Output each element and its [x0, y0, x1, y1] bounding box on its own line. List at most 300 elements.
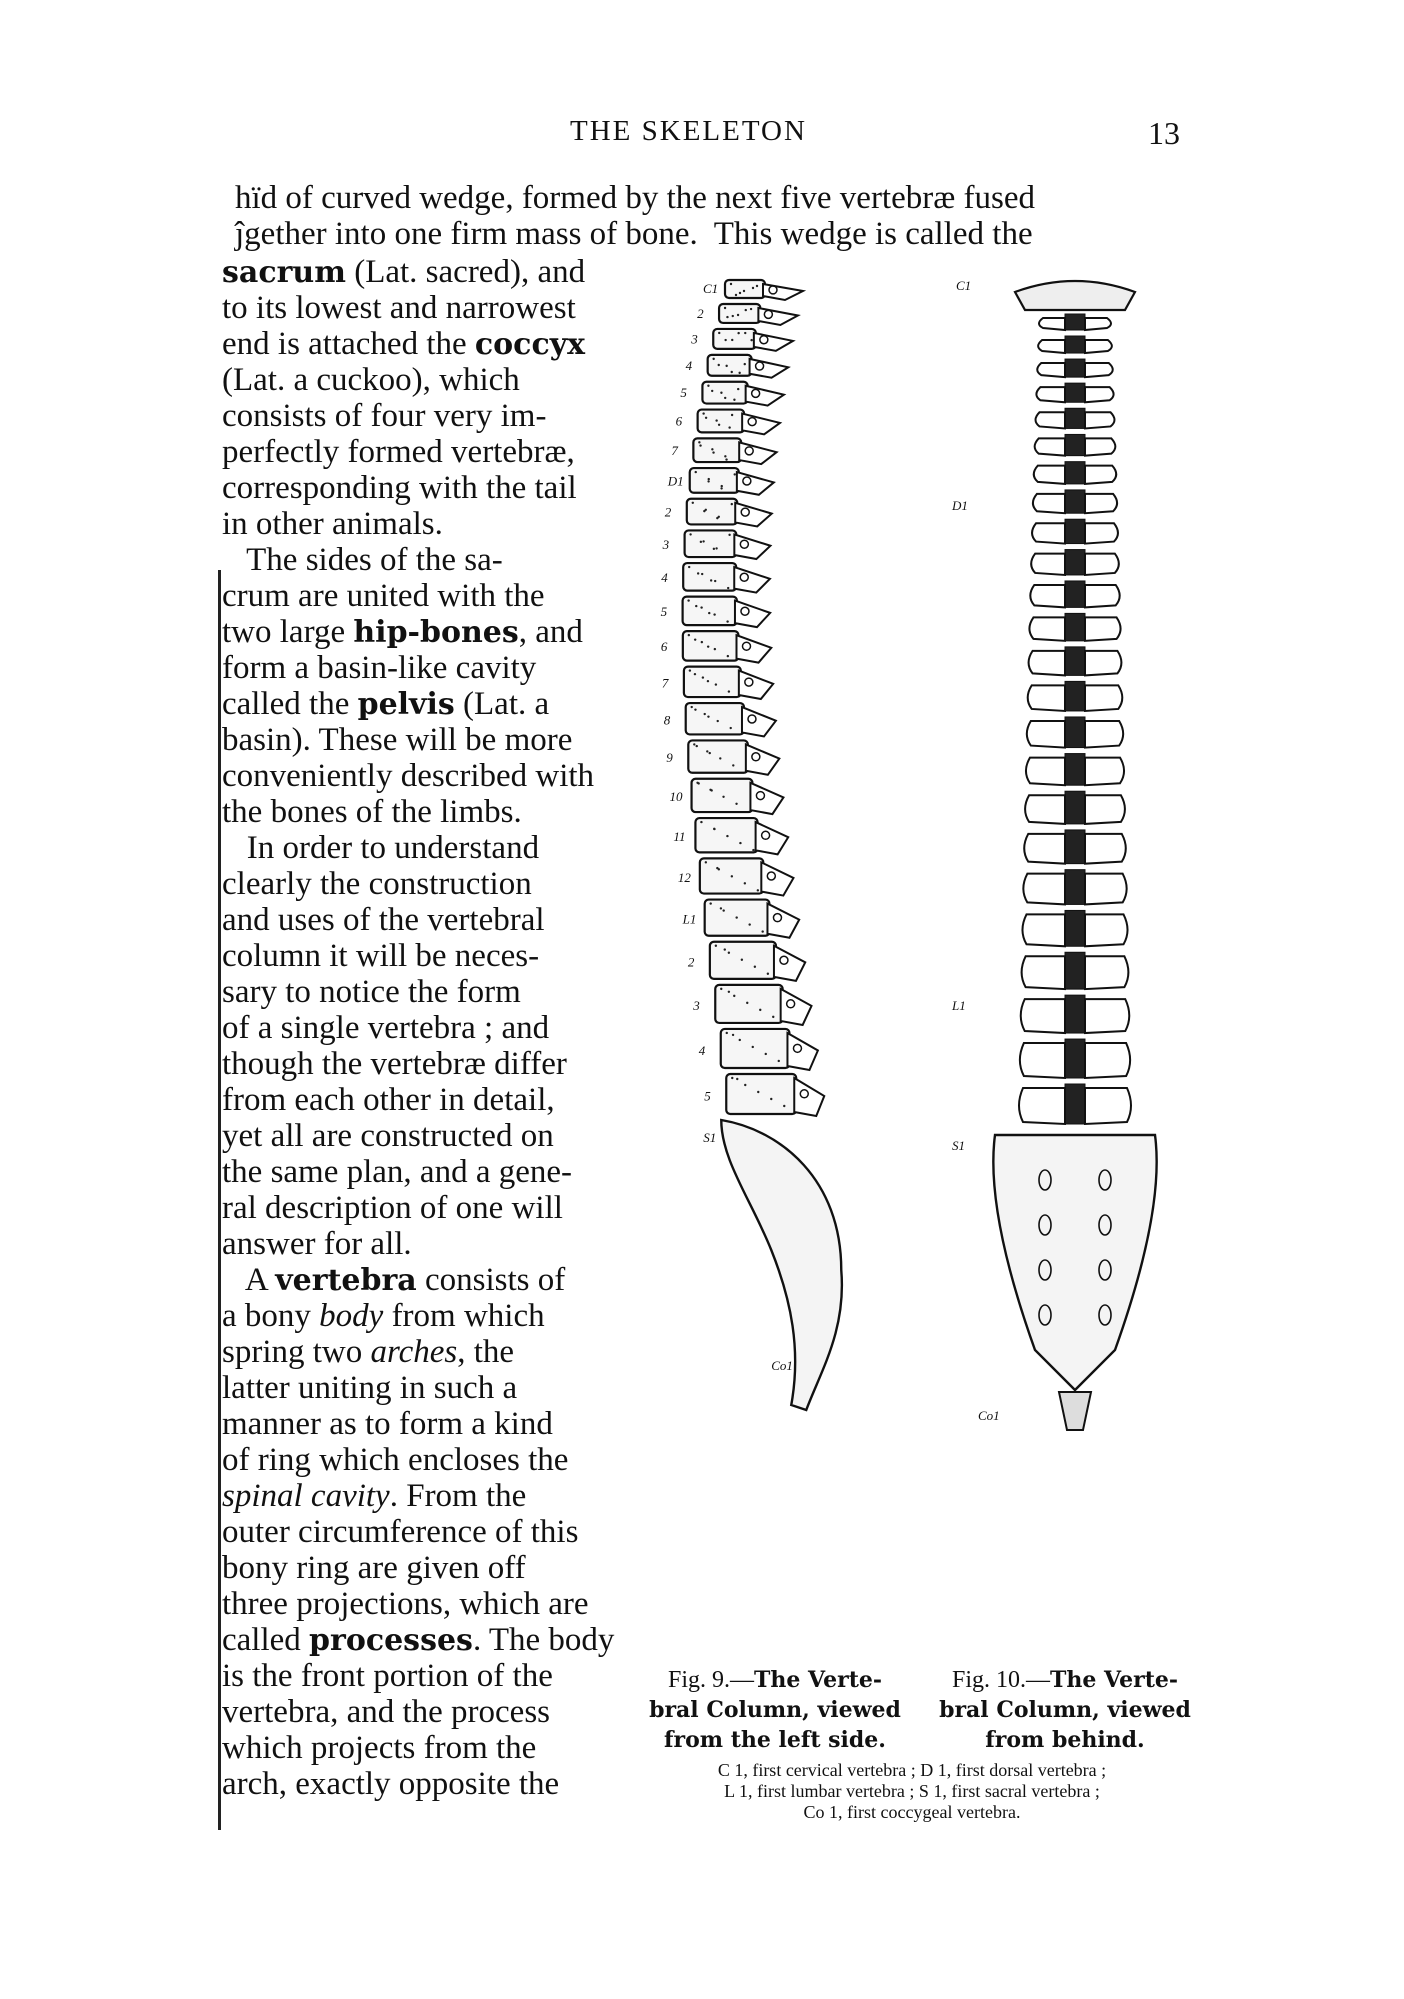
spinous-process [1065, 434, 1085, 455]
figure-legend [632, 1760, 1192, 1823]
stipple [711, 390, 713, 392]
spinous-process [794, 1078, 824, 1116]
stipple [731, 503, 733, 505]
transverse-process-left [1025, 795, 1065, 824]
vertebra-label: 3 [662, 536, 670, 552]
transverse-process-right [1085, 758, 1124, 786]
stipple [701, 641, 703, 643]
stipple [709, 902, 711, 904]
stipple [739, 1039, 741, 1041]
body-line: end is attached the coccyx [222, 326, 586, 362]
vertebra [1024, 830, 1126, 864]
body-line: outer circumference of this [222, 1514, 579, 1550]
vertebra [705, 900, 800, 938]
stipple [717, 720, 719, 722]
stipple [731, 371, 733, 373]
atlas [1015, 281, 1135, 310]
stipple [731, 339, 733, 341]
vertebra-label: 4 [685, 357, 693, 373]
vertebra [1036, 408, 1115, 428]
body-line: spinal cavity. From the [222, 1478, 527, 1514]
vertebra [683, 563, 770, 593]
term-processes: processes [309, 1623, 473, 1658]
spinous-process [734, 567, 770, 593]
vertebra [702, 382, 783, 406]
transverse-process-left [1038, 340, 1065, 353]
spinous-process [1065, 1039, 1085, 1078]
term-pelvis: pelvis [357, 687, 455, 722]
figure-9-caption: Fig. 9.—The Verte- bral Column, viewed from the left side. [649, 1667, 901, 1753]
vertebra [1019, 1084, 1131, 1124]
vertebra [710, 942, 805, 981]
stipple [698, 441, 700, 443]
vertebra [1021, 995, 1130, 1033]
stipple [752, 287, 754, 289]
spinous-process [746, 386, 784, 406]
spinous-process [1065, 910, 1085, 946]
vertebra [1033, 490, 1117, 513]
stipple [713, 828, 715, 830]
body-line: called processes. The body [222, 1622, 615, 1658]
stipple [724, 455, 726, 457]
vertebra [1028, 681, 1123, 711]
transverse-process-right [1085, 956, 1128, 989]
vertebra [683, 631, 771, 662]
stipple [732, 764, 734, 766]
stipple [707, 680, 709, 682]
vertebra [1023, 870, 1126, 905]
stipple [754, 966, 756, 968]
body-line: vertebra, and the process [222, 1694, 551, 1730]
vertebra-label: 2 [664, 504, 672, 520]
vertebra-label: Co1 [978, 1408, 1000, 1423]
stipple [697, 782, 699, 784]
legend-line: C 1, first cervical vertebra ; D 1, first dorsal vertebra ; [717, 1760, 1107, 1780]
scan-margin-rule [218, 570, 221, 1830]
body-line: The sides of the sa- [222, 542, 503, 578]
body-line: the same plan, and a gene- [222, 1154, 573, 1190]
spinous-process [750, 783, 783, 814]
body-line: spring two arches, the [222, 1334, 515, 1370]
stipple [727, 655, 729, 657]
body-line: yet all are constructed on [222, 1118, 554, 1154]
transverse-process-left [1037, 363, 1065, 377]
stipple [694, 638, 696, 640]
transverse-process-left [1020, 1043, 1065, 1078]
stipple [772, 1016, 774, 1018]
stipple [720, 392, 722, 394]
term-coccyx: coccyx [474, 327, 586, 362]
vertebral-body [690, 468, 739, 493]
sacrum [993, 1135, 1156, 1390]
stipple [716, 517, 718, 519]
vertebra [1029, 613, 1120, 640]
transverse-process-right [1085, 554, 1119, 575]
vertebral-body [721, 1029, 790, 1068]
stipple [733, 995, 735, 997]
term-hip-bones: hip-bones [353, 615, 519, 650]
stipple [757, 889, 759, 891]
stipple [707, 385, 709, 387]
stipple [692, 502, 694, 504]
stipple [699, 444, 701, 446]
vertebra [1037, 359, 1112, 377]
figure-10-spine-posterior [950, 270, 1200, 1640]
vertebra [698, 410, 780, 435]
stipple [726, 835, 728, 837]
stipple [759, 1009, 761, 1011]
stipple [716, 867, 718, 869]
stipple [724, 397, 726, 399]
vertebra [721, 1029, 818, 1070]
stipple [708, 478, 710, 480]
body-line: basin). These will be more [222, 722, 573, 758]
stipple [710, 789, 712, 791]
stipple [704, 713, 706, 715]
vertebra [1030, 581, 1119, 607]
transverse-process-right [1085, 318, 1111, 330]
stipple [778, 1060, 780, 1062]
stipple [719, 757, 721, 759]
transverse-process-right [1085, 585, 1120, 607]
stipple [696, 745, 698, 747]
stipple [732, 1034, 734, 1036]
stipple [707, 480, 709, 482]
spinous-process [1065, 383, 1085, 402]
stipple [722, 796, 724, 798]
spinous-process [1065, 681, 1085, 711]
stipple [730, 283, 732, 285]
stipple [706, 750, 708, 752]
transverse-process-right [1085, 340, 1112, 353]
stipple [715, 547, 717, 549]
vertebra [687, 499, 772, 527]
transverse-process-left [1034, 466, 1065, 484]
spinous-process [735, 601, 770, 628]
spinous-process [1065, 359, 1085, 377]
stipple [734, 473, 736, 475]
stipple [715, 419, 717, 421]
body-line: arch, exactly opposite the [222, 1766, 560, 1802]
spinous-process [1065, 995, 1085, 1033]
vertebral-body [692, 779, 753, 812]
stipple [752, 1046, 754, 1048]
stipple [710, 579, 712, 581]
stipple [724, 307, 726, 309]
vertebra [726, 1074, 824, 1116]
stipple [718, 364, 720, 366]
stipple [713, 613, 715, 615]
spinous-process [1065, 462, 1085, 484]
transverse-process-right [1085, 466, 1116, 484]
vertebra [685, 530, 771, 559]
spinous-process [761, 862, 793, 895]
figure-10-illustration [950, 270, 1200, 1640]
spinous-process [736, 635, 771, 662]
stipple [750, 339, 752, 341]
transverse-process-left [1029, 651, 1065, 676]
spinous-process [742, 414, 780, 435]
stipple [724, 948, 726, 950]
transverse-process-right [1085, 1088, 1131, 1124]
stipple [767, 973, 769, 975]
stipple [713, 548, 715, 550]
stipple [718, 332, 720, 334]
transverse-process-left [1026, 758, 1065, 786]
stipple [741, 959, 743, 961]
spinous-process [734, 534, 770, 559]
stipple [748, 923, 750, 925]
stipple [731, 414, 733, 416]
vertebra [1034, 462, 1116, 484]
vertebra-label: S1 [952, 1138, 965, 1153]
spinous-process [1065, 613, 1085, 640]
spinous-process [1065, 490, 1085, 513]
stipple [737, 314, 739, 316]
stipple [736, 1078, 738, 1080]
transverse-process-left [1033, 494, 1065, 513]
body-line: two large hip-bones, and [222, 614, 583, 650]
spinous-process [1065, 754, 1085, 786]
transverse-process-right [1085, 795, 1125, 824]
figure-9-illustration [640, 270, 920, 1650]
vertebral-body [683, 563, 736, 591]
transverse-process-left [1039, 318, 1065, 330]
stipple [700, 821, 702, 823]
vertebra [715, 985, 811, 1025]
vertebra-label: 8 [663, 712, 671, 728]
stipple [707, 645, 709, 647]
stipple [735, 294, 737, 296]
transverse-process-right [1085, 1043, 1130, 1078]
stipple [702, 540, 704, 542]
vertebra [713, 329, 793, 351]
spinous-process [737, 472, 774, 495]
vertebra-label: 6 [660, 639, 668, 655]
transverse-process-right [1085, 999, 1129, 1033]
stipple [739, 292, 741, 294]
stipple [743, 290, 745, 292]
transverse-process-right [1085, 914, 1128, 946]
vertebra-label: 9 [666, 750, 673, 766]
stipple [720, 907, 722, 909]
stipple [731, 1077, 733, 1079]
transverse-process-left [1023, 874, 1065, 905]
vertebra [684, 667, 773, 699]
spinous-process [756, 822, 789, 854]
stipple [724, 339, 726, 341]
transverse-process-left [1031, 554, 1065, 575]
stipple [738, 372, 740, 374]
vertebra-label: 3 [691, 331, 698, 347]
spinous-process [787, 1033, 817, 1070]
transverse-process-left [1030, 585, 1065, 607]
spinous-process [1065, 314, 1085, 330]
stipple [720, 988, 722, 990]
vertebra [700, 858, 794, 895]
stipple [709, 752, 711, 754]
stipple [707, 715, 709, 717]
vertebra-label: 3 [693, 998, 700, 1014]
stipple [701, 573, 703, 575]
stipple [693, 743, 695, 745]
term-arches: arches [370, 1334, 458, 1370]
vertebra-label: 5 [704, 1088, 711, 1104]
vertebral-body [683, 631, 739, 660]
vertebra [1026, 754, 1124, 786]
vertebra-label: L1 [682, 911, 697, 927]
term-sacrum: sacrum [222, 255, 346, 290]
spinous-process [739, 442, 776, 464]
spinous-process [1065, 717, 1085, 748]
body-line: corresponding with the tail [222, 470, 577, 506]
spinous-process [1065, 830, 1085, 864]
stipple [744, 332, 746, 334]
spinous-process [750, 359, 789, 378]
vertebra [1038, 336, 1112, 353]
transverse-process-left [1021, 999, 1065, 1033]
vertebra-label: 2 [687, 954, 695, 970]
transverse-process-left [1028, 685, 1065, 711]
body-line: manner as to form a kind [222, 1406, 553, 1442]
spinous-process [1065, 408, 1085, 428]
stipple [715, 945, 717, 947]
body-line: hїd of curved wedge, formed by the next five vertebræ fused [235, 180, 1035, 216]
vertebra [683, 597, 771, 628]
vertebral-body [686, 703, 744, 734]
transverse-process-right [1085, 874, 1127, 905]
transverse-process-left [1035, 438, 1065, 455]
vertebra [1020, 1039, 1130, 1078]
stipple [689, 533, 691, 535]
vertebra-label: D1 [952, 498, 968, 513]
body-line: sacrum (Lat. sacred), and [222, 254, 586, 290]
body-line: in other animals. [222, 506, 443, 542]
stipple [728, 952, 730, 954]
body-line: (Lat. a cuckoo), which [222, 362, 520, 398]
stipple [739, 842, 741, 844]
stipple [700, 541, 702, 543]
vertebra [690, 468, 774, 495]
stipple [688, 634, 690, 636]
stipple [733, 399, 735, 401]
vertebra [719, 304, 798, 325]
legend-line: Co 1, first coccygeal vertebra. [803, 1802, 1021, 1822]
spinous-process [767, 904, 799, 938]
spinous-process [735, 503, 772, 527]
vertebra-label: 7 [661, 675, 669, 691]
vertebral-body [687, 499, 737, 525]
stipple [727, 587, 729, 589]
transverse-process-left [1022, 914, 1065, 946]
body-line: A vertebra consists of [222, 1262, 566, 1298]
vertebra [725, 280, 803, 300]
spinous-process [742, 707, 776, 736]
page-number: 13 [1148, 115, 1180, 151]
body-line: In order to understand [222, 830, 540, 866]
vertebra-label: 11 [673, 829, 686, 845]
vertebral-body [695, 818, 757, 852]
stipple [744, 363, 746, 365]
vertebra [1029, 647, 1122, 676]
stipple [746, 1002, 748, 1004]
body-line: of a single vertebra ; and [222, 1010, 550, 1046]
stipple [745, 309, 747, 311]
vertebral-body [693, 438, 741, 462]
vertebra [1039, 314, 1111, 330]
transverse-process-right [1085, 494, 1117, 513]
body-line: of ring which encloses the [222, 1442, 569, 1478]
transverse-process-right [1085, 617, 1121, 640]
stipple [715, 683, 717, 685]
body-line: and uses of the vertebral [222, 902, 545, 938]
transverse-process-left [1027, 721, 1065, 748]
stipple [720, 487, 722, 489]
stipple [756, 285, 758, 287]
vertebra [1031, 550, 1119, 575]
vertebra [1035, 434, 1116, 455]
body-line: perfectly formed vertebræ, [222, 434, 575, 470]
stipple [711, 448, 713, 450]
body-line: the bones of the limbs. [222, 794, 522, 830]
spinous-process [1065, 550, 1085, 575]
transverse-process-right [1085, 387, 1114, 402]
vertebra-label: 4 [661, 569, 668, 585]
vertebra [1036, 383, 1113, 402]
body-line: sary to notice the form [222, 974, 521, 1010]
body-line: ral description of one will [222, 1190, 563, 1226]
stipple [726, 620, 728, 622]
stipple [694, 708, 696, 710]
body-line: a bony body from which [222, 1298, 545, 1334]
body-line: is the front portion of the [222, 1658, 553, 1694]
body-line: though the vertebræ differ [222, 1046, 567, 1082]
transverse-process-left [1032, 523, 1065, 543]
vertebra-label: C1 [703, 281, 719, 297]
stipple [761, 930, 763, 932]
stipple [714, 648, 716, 650]
vertebra [686, 703, 776, 736]
stipple [702, 412, 704, 414]
stipple [728, 690, 730, 692]
body-line: clearly the construction [222, 866, 532, 902]
stipple [735, 916, 737, 918]
body-line: bony ring are given off [222, 1550, 526, 1586]
body-line: latter uniting in such a [222, 1370, 518, 1406]
transverse-process-right [1085, 363, 1113, 377]
spinous-process [1065, 519, 1085, 543]
body-line: consists of four very im- [222, 398, 547, 434]
vertebral-body [683, 597, 737, 626]
stipple [702, 676, 704, 678]
body-line: conveniently described with [222, 758, 595, 794]
stipple [757, 1091, 759, 1093]
stipple [695, 471, 697, 473]
sacrum-label: S1 [703, 1130, 717, 1145]
stipple [705, 861, 707, 863]
vertebra-label: 12 [677, 869, 691, 885]
spinous-process [1065, 336, 1085, 353]
body-line: to its lowest and narrowest [222, 290, 576, 326]
transverse-process-left [1019, 1088, 1065, 1124]
transverse-process-left [1036, 412, 1065, 428]
stipple [728, 426, 730, 428]
running-head [0, 115, 1404, 155]
body-line: three projections, which are [222, 1586, 589, 1622]
transverse-process-right [1085, 834, 1126, 864]
vertebra-label: 4 [698, 1042, 706, 1058]
figure-9-spine-lateral [640, 270, 920, 1650]
